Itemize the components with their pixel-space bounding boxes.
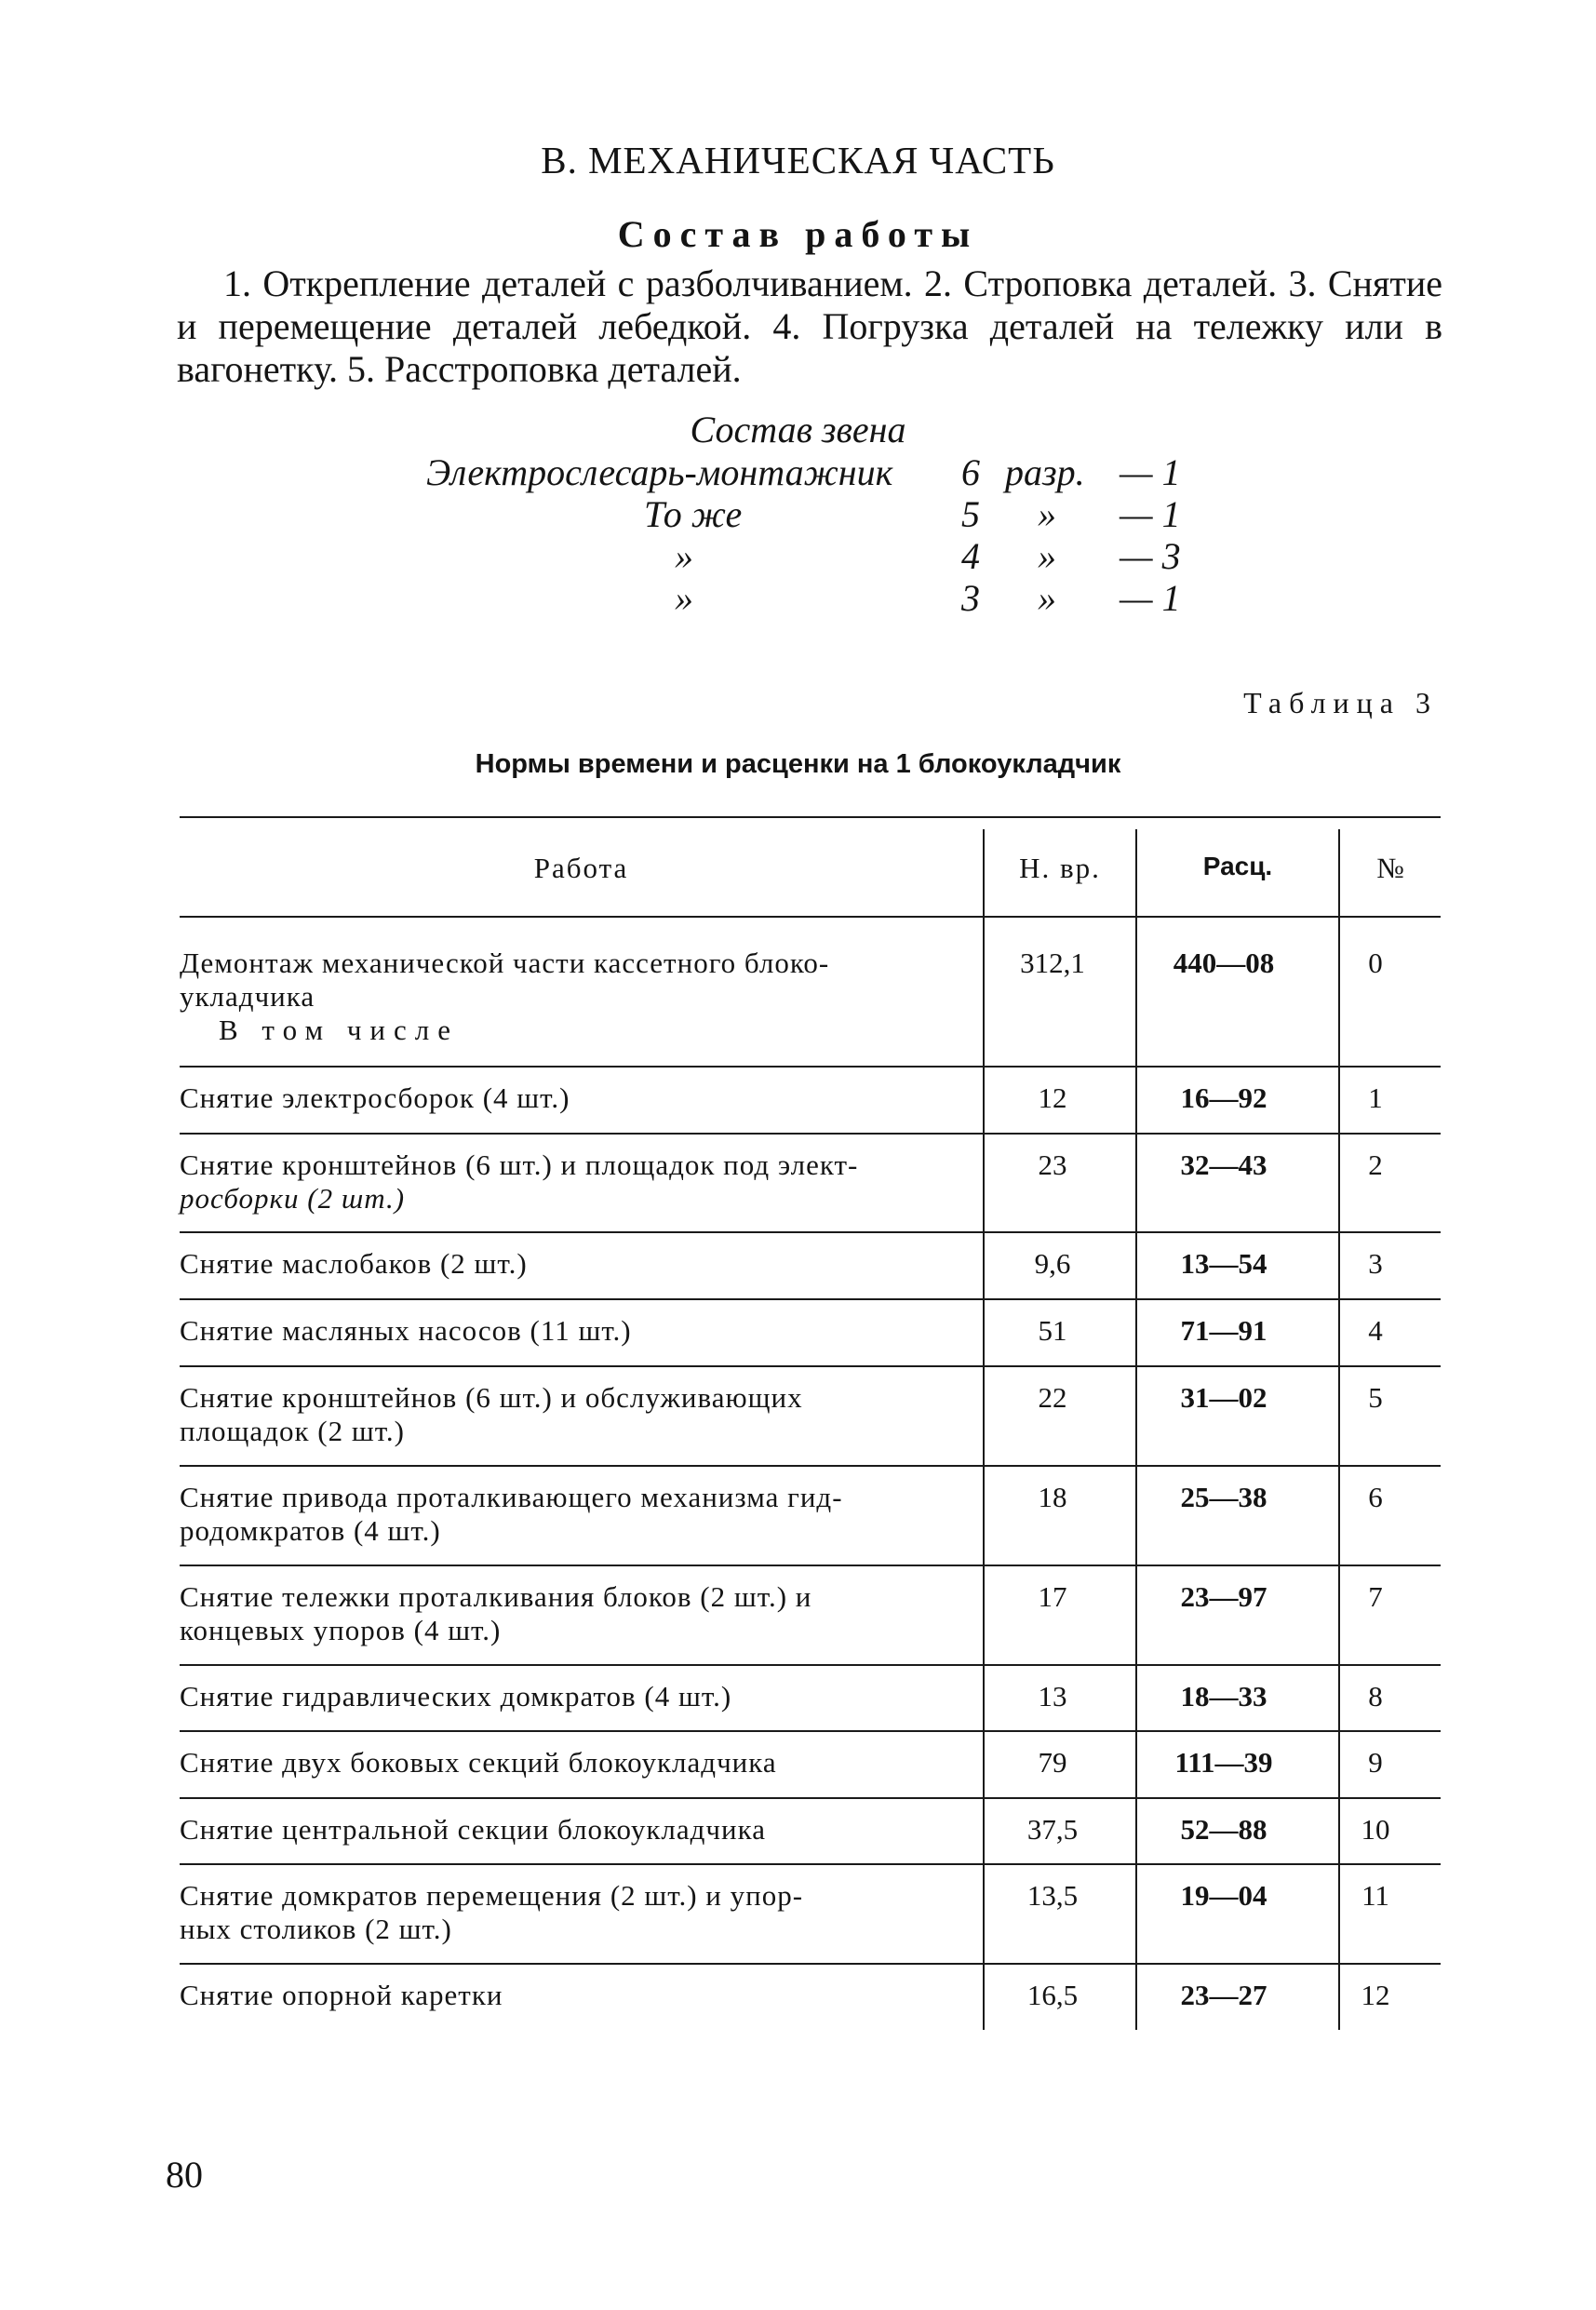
- crew-count: — 1: [1120, 577, 1181, 619]
- row-work-line: укладчика: [180, 980, 315, 1013]
- row-price: 23—97: [1180, 1580, 1267, 1613]
- row-work-line: Снятие двух боковых секций блокоукладчика: [180, 1746, 777, 1779]
- section-title: В. МЕХАНИЧЕСКАЯ ЧАСТЬ: [541, 139, 1055, 181]
- crew-unit: »: [1038, 535, 1056, 577]
- row-norm: 23: [1038, 1148, 1067, 1181]
- row-price: 19—04: [1180, 1879, 1267, 1912]
- row-norm: 22: [1038, 1381, 1067, 1414]
- row-norm: 16,5: [1026, 1979, 1079, 2011]
- crew-profession: Электрослесарь-монтажник: [426, 451, 893, 493]
- page-number: 80: [166, 2154, 203, 2196]
- row-work-line: Снятие опорной каретки: [180, 1979, 503, 2011]
- crew-grade: 4: [961, 535, 980, 577]
- row-num: 10: [1361, 1813, 1390, 1846]
- row-work: [180, 947, 966, 1047]
- crew-grade: 3: [961, 577, 980, 619]
- row-price: 440—08: [1173, 947, 1275, 979]
- crew-count: — 1: [1120, 451, 1181, 493]
- table-rule: [180, 1298, 1441, 1300]
- row-work-line: Снятие гидравлических домкратов (4 шт.): [180, 1680, 732, 1712]
- row-num: 12: [1361, 1979, 1390, 2011]
- row-norm: 13: [1038, 1680, 1067, 1712]
- row-norm: 9,6: [1034, 1247, 1071, 1280]
- row-num: 6: [1368, 1481, 1383, 1513]
- header-num: №: [1376, 852, 1404, 884]
- crew-grade: 6: [961, 451, 980, 493]
- table-rule: [180, 1664, 1441, 1666]
- table-column-rule: [983, 829, 985, 2030]
- row-norm: 79: [1038, 1746, 1067, 1779]
- header-price: Расц.: [1202, 852, 1273, 880]
- table-rule: [180, 1133, 1441, 1135]
- row-price: 52—88: [1180, 1813, 1267, 1846]
- table-rule: [180, 1863, 1441, 1865]
- row-num: 0: [1368, 947, 1383, 979]
- table-title: Нормы времени и расценки на 1 блокоукладчик: [475, 749, 1121, 779]
- row-work-line: Снятие кронштейнов (6 шт.) и площадок под элект-: [180, 1148, 859, 1181]
- work-text: [177, 262, 1442, 391]
- row-work-line: Снятие масляных насосов (11 шт.): [180, 1314, 632, 1347]
- row-num: 11: [1361, 1879, 1389, 1912]
- row-price: 16—92: [1180, 1081, 1267, 1114]
- table-rule: [180, 1730, 1441, 1732]
- table-rule: [180, 1066, 1441, 1068]
- row-work: [180, 1680, 966, 1713]
- table-column-rule: [1135, 829, 1137, 2030]
- header-work: Работа: [533, 852, 629, 884]
- crew-profession: »: [675, 577, 693, 619]
- row-norm: 312,1: [1020, 947, 1085, 979]
- row-work: [180, 1580, 966, 1647]
- row-price: 31—02: [1180, 1381, 1267, 1414]
- crew-profession: То же: [644, 493, 743, 535]
- row-work-line: концевых упоров (4 шт.): [180, 1614, 502, 1646]
- table-rule: [180, 1565, 1441, 1566]
- row-num: 7: [1368, 1580, 1383, 1613]
- crew-count: — 1: [1120, 493, 1181, 535]
- row-work: [180, 1746, 966, 1780]
- crew-unit: »: [1038, 493, 1056, 535]
- crew-grade: 5: [961, 493, 980, 535]
- row-work-line: Снятие центральной секции блокоукладчика: [180, 1813, 766, 1846]
- row-work-line: В том числе: [219, 1014, 460, 1046]
- header-norm: Н. вр.: [1019, 852, 1101, 884]
- row-price: 13—54: [1180, 1247, 1267, 1280]
- row-num: 8: [1368, 1680, 1383, 1712]
- row-norm: 17: [1038, 1580, 1067, 1613]
- row-work-line: Снятие домкратов перемещения (2 шт.) и упор-: [180, 1879, 804, 1912]
- row-norm: 13,5: [1026, 1879, 1079, 1912]
- table-rule: [180, 1963, 1441, 1965]
- table-rule: [180, 1465, 1441, 1467]
- row-price: 25—38: [1180, 1481, 1267, 1513]
- table-column-rule: [1338, 829, 1340, 2030]
- row-work: [180, 1314, 966, 1348]
- row-work: [180, 1481, 966, 1548]
- table-label: Таблица 3: [1243, 686, 1438, 719]
- row-price: 18—33: [1180, 1680, 1267, 1712]
- row-work-line: Снятие тележки проталкивания блоков (2 шт.) и: [180, 1580, 812, 1613]
- row-work: [180, 1813, 966, 1847]
- row-work: [180, 1979, 966, 2012]
- crew-unit: »: [1038, 577, 1056, 619]
- row-price: 23—27: [1180, 1979, 1267, 2011]
- row-norm: 37,5: [1026, 1813, 1079, 1846]
- row-price: 71—91: [1180, 1314, 1267, 1347]
- row-work-line: Снятие электросборок (4 шт.): [180, 1081, 570, 1114]
- row-work: [180, 1381, 966, 1448]
- row-num: 9: [1368, 1746, 1383, 1779]
- row-work-line: родомкратов (4 шт.): [180, 1514, 441, 1547]
- row-num: 1: [1368, 1081, 1383, 1114]
- row-work-line: Снятие привода проталкивающего механизма гид-: [180, 1481, 843, 1513]
- row-work-line: площадок (2 шт.): [180, 1415, 406, 1447]
- crew-heading: Состав звена: [690, 409, 906, 450]
- row-price: 32—43: [1180, 1148, 1267, 1181]
- row-work: [180, 1081, 966, 1115]
- row-price: 111—39: [1174, 1746, 1273, 1779]
- row-num: 2: [1368, 1148, 1383, 1181]
- row-work-line: Снятие кронштейнов (6 шт.) и обслуживающих: [180, 1381, 803, 1414]
- table-rule: [180, 1365, 1441, 1367]
- row-norm: 51: [1038, 1314, 1067, 1347]
- row-work-line: Демонтаж механической части кассетного блоко-: [180, 947, 830, 979]
- row-num: 3: [1368, 1247, 1383, 1280]
- table-rule: [180, 816, 1441, 818]
- crew-count: — 3: [1120, 535, 1181, 577]
- row-num: 5: [1368, 1381, 1383, 1414]
- work-heading: Состав работы: [617, 213, 979, 255]
- row-work-line: Снятие маслобаков (2 шт.): [180, 1247, 528, 1280]
- crew-unit: разр.: [1005, 451, 1085, 493]
- table-rule: [180, 916, 1441, 918]
- table-rule: [180, 1797, 1441, 1799]
- row-work-line: ных столиков (2 шт.): [180, 1913, 452, 1945]
- row-work: [180, 1148, 966, 1215]
- row-work: [180, 1247, 966, 1281]
- table-rule: [180, 1231, 1441, 1233]
- work-text-paragraph: 1. Открепление деталей с разболчиванием. 2. Строповка деталей. 3. Снятие и перемещение деталей лебедкой. 4. Погрузка деталей на тележку или в вагонетку. 5. Расстроповка деталей.: [177, 262, 1442, 390]
- row-num: 4: [1368, 1314, 1383, 1347]
- crew-profession: »: [675, 535, 693, 577]
- row-work-line: росборки (2 шт.): [180, 1182, 406, 1215]
- row-norm: 18: [1038, 1481, 1067, 1513]
- row-work: [180, 1879, 966, 1946]
- row-norm: 12: [1038, 1081, 1067, 1114]
